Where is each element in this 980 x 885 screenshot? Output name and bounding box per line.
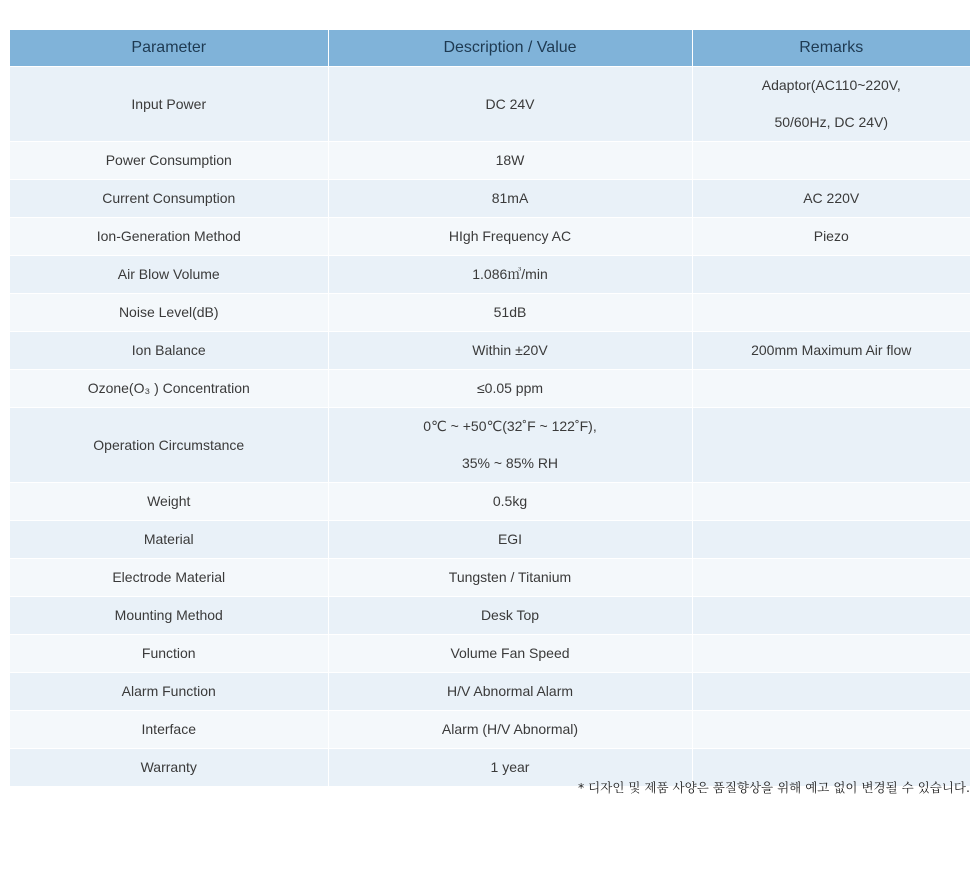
value-cell: 0.5kg <box>328 483 692 521</box>
parameter-cell: Alarm Function <box>10 673 328 711</box>
remarks-cell: 200mm Maximum Air flow <box>692 332 970 370</box>
table-row <box>10 521 970 559</box>
remarks-cell <box>692 370 970 408</box>
table-row <box>10 673 970 711</box>
table-row <box>10 67 970 142</box>
value-cell: EGI <box>328 521 692 559</box>
value-cell: 1 year <box>328 749 692 787</box>
remarks-cell <box>692 256 970 294</box>
column-header-value: Description / Value <box>328 30 692 67</box>
value-cell: ≤0.05 ppm <box>328 370 692 408</box>
remarks-cell <box>692 521 970 559</box>
value-cell: Desk Top <box>328 597 692 635</box>
table-row <box>10 635 970 673</box>
parameter-cell: Air Blow Volume <box>10 256 328 294</box>
table-row <box>10 559 970 597</box>
parameter-cell: Input Power <box>10 67 328 142</box>
value-cell: H/V Abnormal Alarm <box>328 673 692 711</box>
value-line: 0℃ ~ +50℃(32˚F ~ 122˚F), <box>423 418 597 434</box>
value-cell: DC 24V <box>328 67 692 142</box>
value-cell: Alarm (H/V Abnormal) <box>328 711 692 749</box>
value-cell <box>328 408 692 483</box>
remarks-cell <box>692 635 970 673</box>
parameter-cell: Function <box>10 635 328 673</box>
parameter-cell: Operation Circumstance <box>10 408 328 483</box>
table-row <box>10 483 970 521</box>
table-row <box>10 256 970 294</box>
remarks-line: Adaptor(AC110~220V, <box>761 77 901 93</box>
parameter-cell: Material <box>10 521 328 559</box>
remarks-cell <box>692 67 970 142</box>
parameter-cell: Noise Level(dB) <box>10 294 328 332</box>
value-cell: 81mA <box>328 180 692 218</box>
table-header-row <box>10 30 970 67</box>
remarks-cell <box>692 142 970 180</box>
parameter-cell: Interface <box>10 711 328 749</box>
parameter-cell: Power Consumption <box>10 142 328 180</box>
value-cell: Within ±20V <box>328 332 692 370</box>
remarks-cell <box>692 711 970 749</box>
parameter-cell: Warranty <box>10 749 328 787</box>
parameter-cell: Weight <box>10 483 328 521</box>
table-row <box>10 332 970 370</box>
table-row <box>10 218 970 256</box>
remarks-cell: Piezo <box>692 218 970 256</box>
column-header-remarks: Remarks <box>692 30 970 67</box>
footnote-disclaimer: * 디자인 및 제품 사양은 품질향상을 위해 예고 없이 변경될 수 있습니다. <box>577 780 970 795</box>
remarks-cell <box>692 559 970 597</box>
remarks-cell <box>692 408 970 483</box>
remarks-line: 50/60Hz, DC 24V) <box>774 114 889 130</box>
table-row <box>10 370 970 408</box>
parameter-cell: Ion Balance <box>10 332 328 370</box>
parameter-cell: Ozone(O₃ ) Concentration <box>10 370 328 408</box>
parameter-cell: Ion-Generation Method <box>10 218 328 256</box>
table-row <box>10 408 970 483</box>
table-row <box>10 597 970 635</box>
remarks-cell <box>692 597 970 635</box>
parameter-cell: Electrode Material <box>10 559 328 597</box>
parameter-cell: Current Consumption <box>10 180 328 218</box>
remarks-cell <box>692 673 970 711</box>
table-row <box>10 142 970 180</box>
value-cell: Volume Fan Speed <box>328 635 692 673</box>
value-cell: Tungsten / Titanium <box>328 559 692 597</box>
value-cell: 1.086㎥/min <box>328 256 692 294</box>
value-line: 35% ~ 85% RH <box>461 455 559 471</box>
spec-table <box>10 30 970 787</box>
value-cell: 18W <box>328 142 692 180</box>
column-header-parameter: Parameter <box>10 30 328 67</box>
remarks-cell: AC 220V <box>692 180 970 218</box>
parameter-cell: Mounting Method <box>10 597 328 635</box>
value-cell: 51dB <box>328 294 692 332</box>
table-row <box>10 711 970 749</box>
table-row <box>10 180 970 218</box>
value-cell: HIgh Frequency AC <box>328 218 692 256</box>
remarks-cell <box>692 483 970 521</box>
remarks-cell <box>692 294 970 332</box>
table-row <box>10 294 970 332</box>
